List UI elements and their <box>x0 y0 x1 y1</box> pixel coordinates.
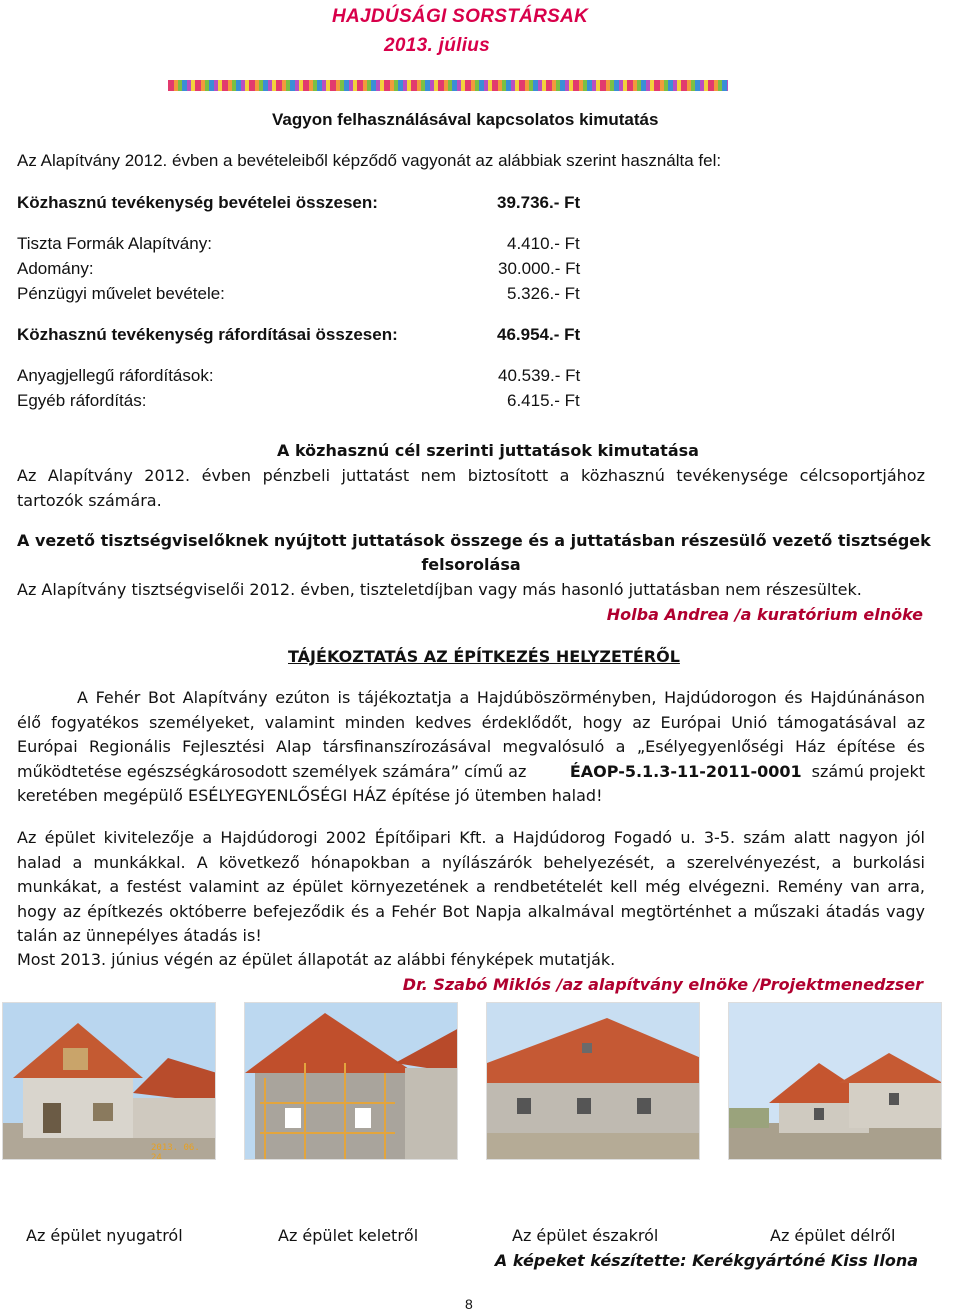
income-item-value: 5.326.- Ft <box>507 284 580 303</box>
newsletter-title: HAJDÚSÁGI SORSTÁRSAK <box>332 6 589 27</box>
income-total-label: Közhasznú tevékenység bevételei összesen: <box>17 193 378 212</box>
photo-building-south <box>728 1002 942 1160</box>
construction-line-tail: számú projekt <box>811 761 925 781</box>
construction-line: élő fogyatékos személyeket, valamint minden kedves érdeklődőt, hogy az Európai Unió támogatásával az <box>17 712 925 732</box>
benefits-line: Az Alapítvány 2012. évben pénzbeli juttatást nem biztosított a közhasznú tevékenysége célcsoportjához <box>17 466 925 485</box>
construction-line: Európai Regionális Fejlesztési Alap társfinanszírozásával megvalósuló a „Esélyegyenlőségi Ház építése és <box>17 737 925 757</box>
officers-text: Az Alapítvány tisztségviselői 2012. évben, tiszteletdíjban vagy más hasonló juttatásban nem részesültek. <box>17 580 862 599</box>
benefits-line: tartozók számára. <box>17 490 162 510</box>
page-number: 8 <box>465 1296 473 1312</box>
caption-south: Az épület délről <box>770 1226 896 1245</box>
photo-building-east <box>244 1002 458 1160</box>
construction-line-with-code <box>17 760 925 785</box>
project-code: ÉAOP-5.1.3-11-2011-0001 <box>569 761 802 781</box>
caption-east: Az épület keletről <box>278 1226 419 1245</box>
section-title-benefits: A közhasznú cél szerinti juttatások kimutatása <box>277 441 699 460</box>
expense-item-label: Anyagjellegű ráfordítások: <box>17 366 214 385</box>
construction-line: munkákat, a festést valamint az épület környezetének a rendbetételét kell még elvégezni. Remény van arra, <box>17 877 925 897</box>
construction-line: keretében megépülő ESÉLYEGYENLŐSÉGI HÁZ építése jó ütemben halad! <box>17 786 603 806</box>
expense-total-value: 46.954.- Ft <box>497 325 581 344</box>
decorative-banner <box>168 80 728 91</box>
assets-intro: Az Alapítvány 2012. évben a bevételeiből képződő vagyonát az alábbiak szerint használta fel: <box>17 151 722 170</box>
construction-line: A Fehér Bot Alapítvány ezúton is tájékoztatja a Hajdúböszörményben, Hajdúdorogon és Hajdúnánáson <box>77 688 925 707</box>
section-title-officers: A vezető tisztségviselőknek nyújtott juttatások összege és a juttatásban részesülő vezető tisztségek <box>17 531 931 550</box>
benefits-text <box>17 464 925 513</box>
construction-line: halad a munkákkal. A következő hónapokban a nyílászárók behelyezését, a szerelvényezést, a burkolási <box>17 852 925 872</box>
construction-line: hogy az építkezés októberre befejeződik és a Fehér Bot Napja alkalmával megtörténhet a műszaki átadás vagy <box>17 901 925 921</box>
construction-line: talán az ünnepélyes átadás is! <box>17 926 262 946</box>
expense-total-label: Közhasznú tevékenység ráfordításai összesen: <box>17 325 398 344</box>
income-item-label: Pénzügyi művelet bevétele: <box>17 284 225 303</box>
construction-signature: Dr. Szabó Miklós /az alapítvány elnöke /Projektmenedzser <box>402 975 923 994</box>
section-title-officers-cont: felsorolása <box>421 555 521 574</box>
expense-item-label: Egyéb ráfordítás: <box>17 391 147 410</box>
expense-item-value: 6.415.- Ft <box>507 391 580 410</box>
photo-date-stamp: 2013. 06. 24 <box>151 1143 200 1160</box>
income-item-label: Tiszta Formák Alapítvány: <box>17 234 212 253</box>
section-title-assets: Vagyon felhasználásával kapcsolatos kimutatás <box>272 110 659 129</box>
caption-west: Az épület nyugatról <box>26 1226 183 1245</box>
income-item-label: Adomány: <box>17 259 94 278</box>
expense-item-value: 40.539.- Ft <box>498 366 581 385</box>
income-item-value: 30.000.- Ft <box>498 259 581 278</box>
photo-building-west <box>2 1002 216 1160</box>
construction-paragraph-1 <box>17 686 925 809</box>
caption-north: Az épület északról <box>512 1226 659 1245</box>
construction-line-text: működtetése egészségkárosodott személyek számára” című az <box>17 761 527 781</box>
construction-paragraph-2 <box>17 826 925 949</box>
photos-intro: Most 2013. június végén az épület állapotát az alábbi fényképek mutatják. <box>17 950 616 969</box>
photo-credit: A képeket készítette: Kerékgyártóné Kiss Ilona <box>494 1251 918 1270</box>
issue-date: 2013. július <box>384 35 491 56</box>
construction-line: Az épület kivitelezője a Hajdúdorogi 2002 Építőipari Kft. a Hajdúdorog Fogadó u. 3-5. szám alatt nagyon jól <box>17 828 925 847</box>
photo-building-north <box>486 1002 700 1160</box>
section-title-construction: TÁJÉKOZTATÁS AZ ÉPÍTKEZÉS HELYZETÉRŐL <box>288 647 680 666</box>
income-total-value: 39.736.- Ft <box>497 193 581 212</box>
officers-signature: Holba Andrea /a kuratórium elnöke <box>606 605 923 624</box>
income-item-value: 4.410.- Ft <box>507 234 580 253</box>
